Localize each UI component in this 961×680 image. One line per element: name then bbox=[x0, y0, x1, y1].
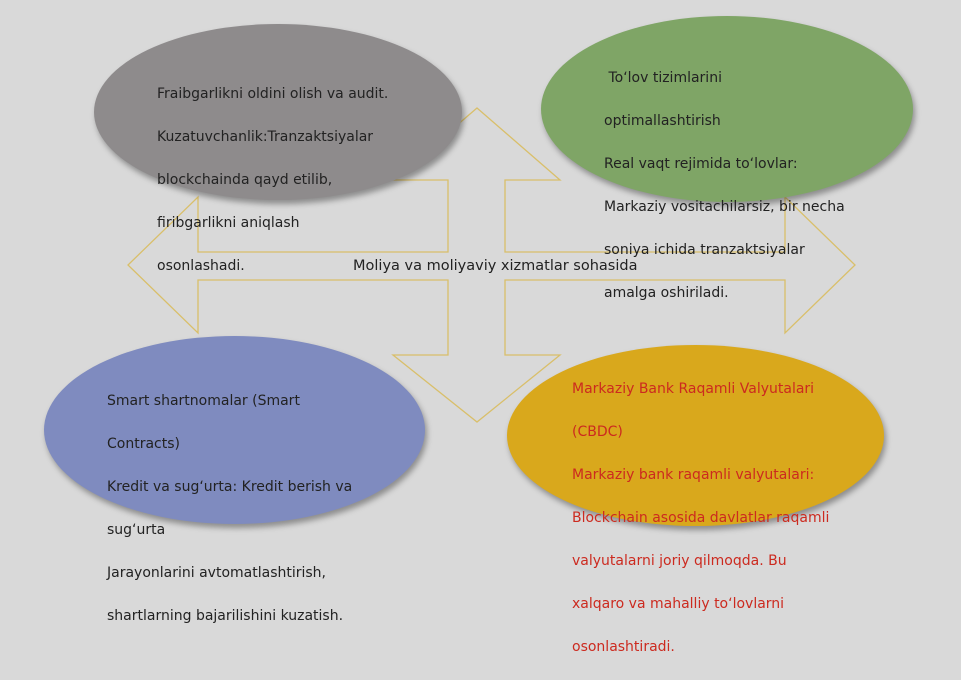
center-label: Moliya va moliyaviy xizmatlar sohasida bbox=[353, 258, 638, 274]
text-line: Smart shartnomalar (Smart bbox=[107, 392, 300, 409]
text-line: Jarayonlarini avtomatlashtirish, bbox=[107, 564, 326, 581]
text-line: soniya ichida tranzaktsiyalar bbox=[604, 241, 805, 258]
text-line: Markaziy Bank Raqamli Valyutalari bbox=[572, 380, 815, 397]
text-line: (CBDC) bbox=[572, 423, 623, 440]
text-line: osonlashadi. bbox=[157, 257, 245, 274]
text-line: Contracts) bbox=[107, 435, 180, 452]
text-line: sug‘urta bbox=[107, 521, 166, 538]
bottom-right-text bbox=[572, 357, 829, 680]
text-line: shartlarning bajarilishini kuzatish. bbox=[107, 607, 344, 624]
text-line: optimallashtirish bbox=[604, 112, 721, 129]
text-line: Real vaqt rejimida to‘lovlar: bbox=[604, 155, 798, 172]
text-line: amalga oshiriladi. bbox=[604, 284, 729, 301]
text-line: Kuzatuvchanlik:Tranzaktsiyalar bbox=[157, 128, 374, 145]
top-right-text bbox=[604, 46, 845, 326]
text-line: Fraibgarlikni oldini olish va audit. bbox=[157, 85, 389, 102]
text-line: firibgarlikni aniqlash bbox=[157, 214, 300, 231]
text-line: xalqaro va mahalliy to‘lovlarni bbox=[572, 595, 785, 612]
text-line: Kredit va sug‘urta: Kredit berish va bbox=[107, 478, 353, 495]
text-line: blockchainda qayd etilib, bbox=[157, 171, 333, 188]
text-line: valyutalarni joriy qilmoqda. Bu bbox=[572, 552, 787, 569]
text-line: osonlashtiradi. bbox=[572, 638, 675, 655]
text-line: Markaziy vositachilarsiz, bir necha bbox=[604, 198, 845, 215]
text-line: Blockchain asosida davlatlar raqamli bbox=[572, 509, 830, 526]
bottom-left-text bbox=[107, 369, 352, 649]
text-line: Markaziy bank raqamli valyutalari: bbox=[572, 466, 815, 483]
text-line: To‘lov tizimlarini bbox=[604, 69, 722, 86]
